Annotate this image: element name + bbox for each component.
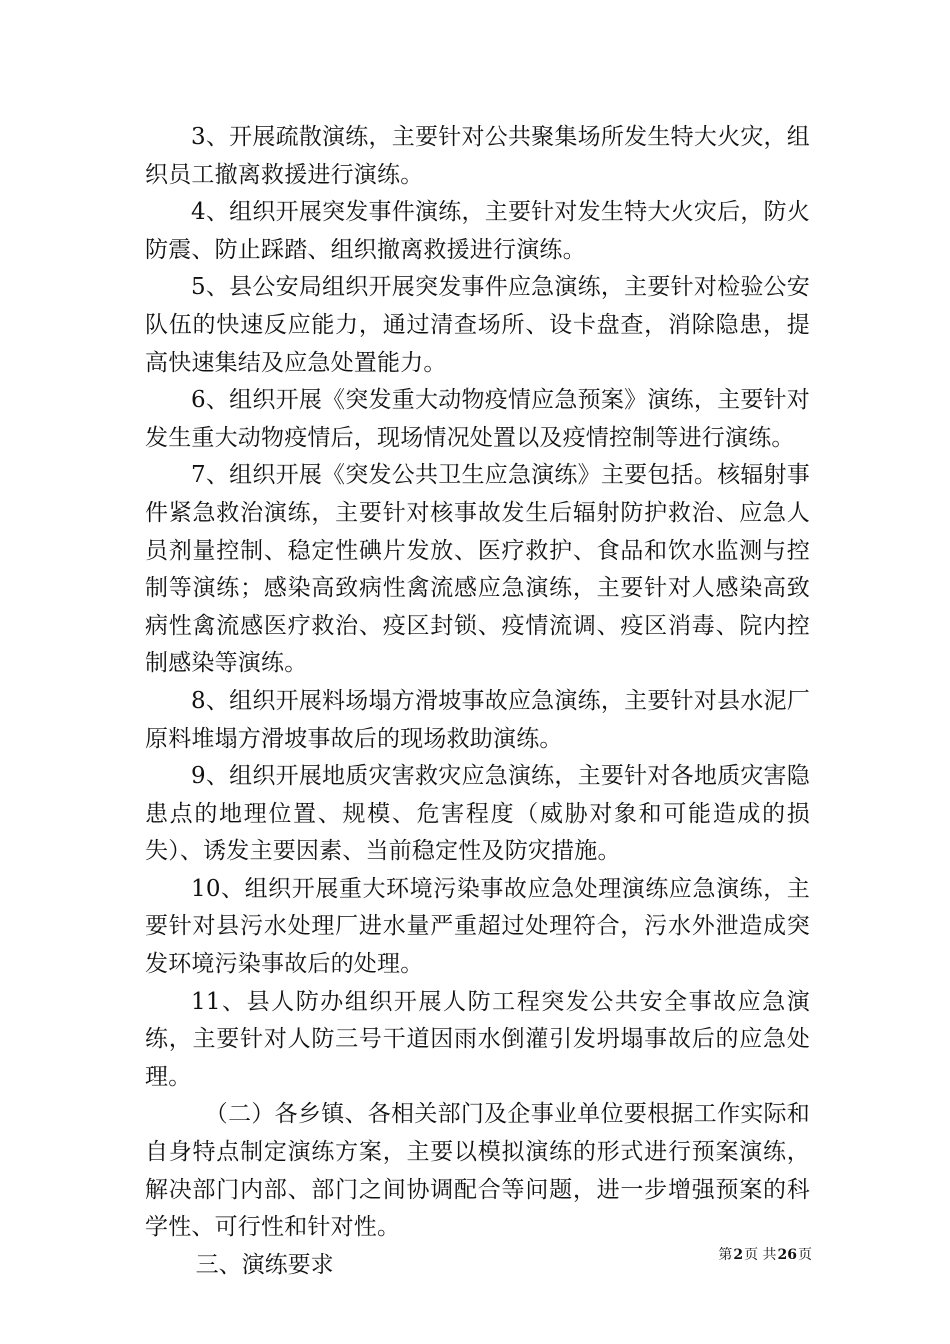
page-number-footer	[0, 1244, 812, 1264]
footer-prefix: 第	[718, 1247, 733, 1263]
paragraph-item-8: 8、组织开展料场塌方滑坡事故应急演练，主要针对县水泥厂原料堆塌方滑坡事故后的现场救助演练。	[145, 687, 810, 752]
paragraph-item-9: 9、组织开展地质灾害救灾应急演练，主要针对各地质灾害隐患点的地理位置、规模、危害程度（威胁对象和可能造成的损失）、诱发主要因素、当前稳定性及防灾措施。	[145, 763, 810, 865]
paragraph-item-5: 5、县公安局组织开展突发事件应急演练，主要针对检验公安队伍的快速反应能力，通过清查场所、设卡盘查，消除隐患，提高快速集结及应急处置能力。	[145, 274, 810, 376]
footer-suffix: 页	[798, 1247, 812, 1263]
paragraph-item-11: 11、县人防办组织开展人防工程突发公共安全事故应急演练，主要针对人防三号干道因雨水倒灌引发坍塌事故后的应急处理。	[145, 988, 810, 1090]
current-page-number: 2	[733, 1247, 744, 1263]
paragraph-item-6: 6、组织开展《突发重大动物疫情应急预案》演练，主要针对发生重大动物疫情后，现场情况处置以及疫情控制等进行演练。	[145, 387, 810, 451]
paragraph-item-3: 3、开展疏散演练，主要针对公共聚集场所发生特大火灾，组织员工撤离救援进行演练。	[145, 124, 810, 188]
total-pages-number: 26	[777, 1247, 797, 1263]
paragraph-item-10: 10、组织开展重大环境污染事故应急处理演练应急演练，主要针对县污水处理厂进水量严重超过处理符合，污水外泄造成突发环境污染事故后的处理。	[145, 875, 810, 978]
paragraph-item-4: 4、组织开展突发事件演练，主要针对发生特大火灾后，防火防震、防止踩踏、组织撤离救援进行演练。	[145, 199, 810, 263]
footer-middle: 页 共	[744, 1247, 777, 1263]
section-heading: 三、演练要求	[195, 1251, 334, 1278]
document-body	[145, 119, 810, 1284]
paragraph-item-7: 7、组织开展《突发公共卫生应急演练》主要包括。核辐射事件紧急救治演练，主要针对核事故发生后辐射防护救治、应急人员剂量控制、稳定性碘片发放、医疗救护、食品和饮水监测与控制等演练；感染高致病性禽流感应急演练，主要针对人感染高致病性禽流感医疗救治、疫区封锁、疫情流调、疫区消毒、院内控制感染等演练。	[145, 462, 810, 677]
paragraph-section-two: （二）各乡镇、各相关部门及企事业单位要根据工作实际和自身特点制定演练方案，主要以模拟演练的形式进行预案演练，解决部门内部、部门之间协调配合等问题，进一步增强预案的科学性、可行性和针对性。	[145, 1101, 810, 1241]
